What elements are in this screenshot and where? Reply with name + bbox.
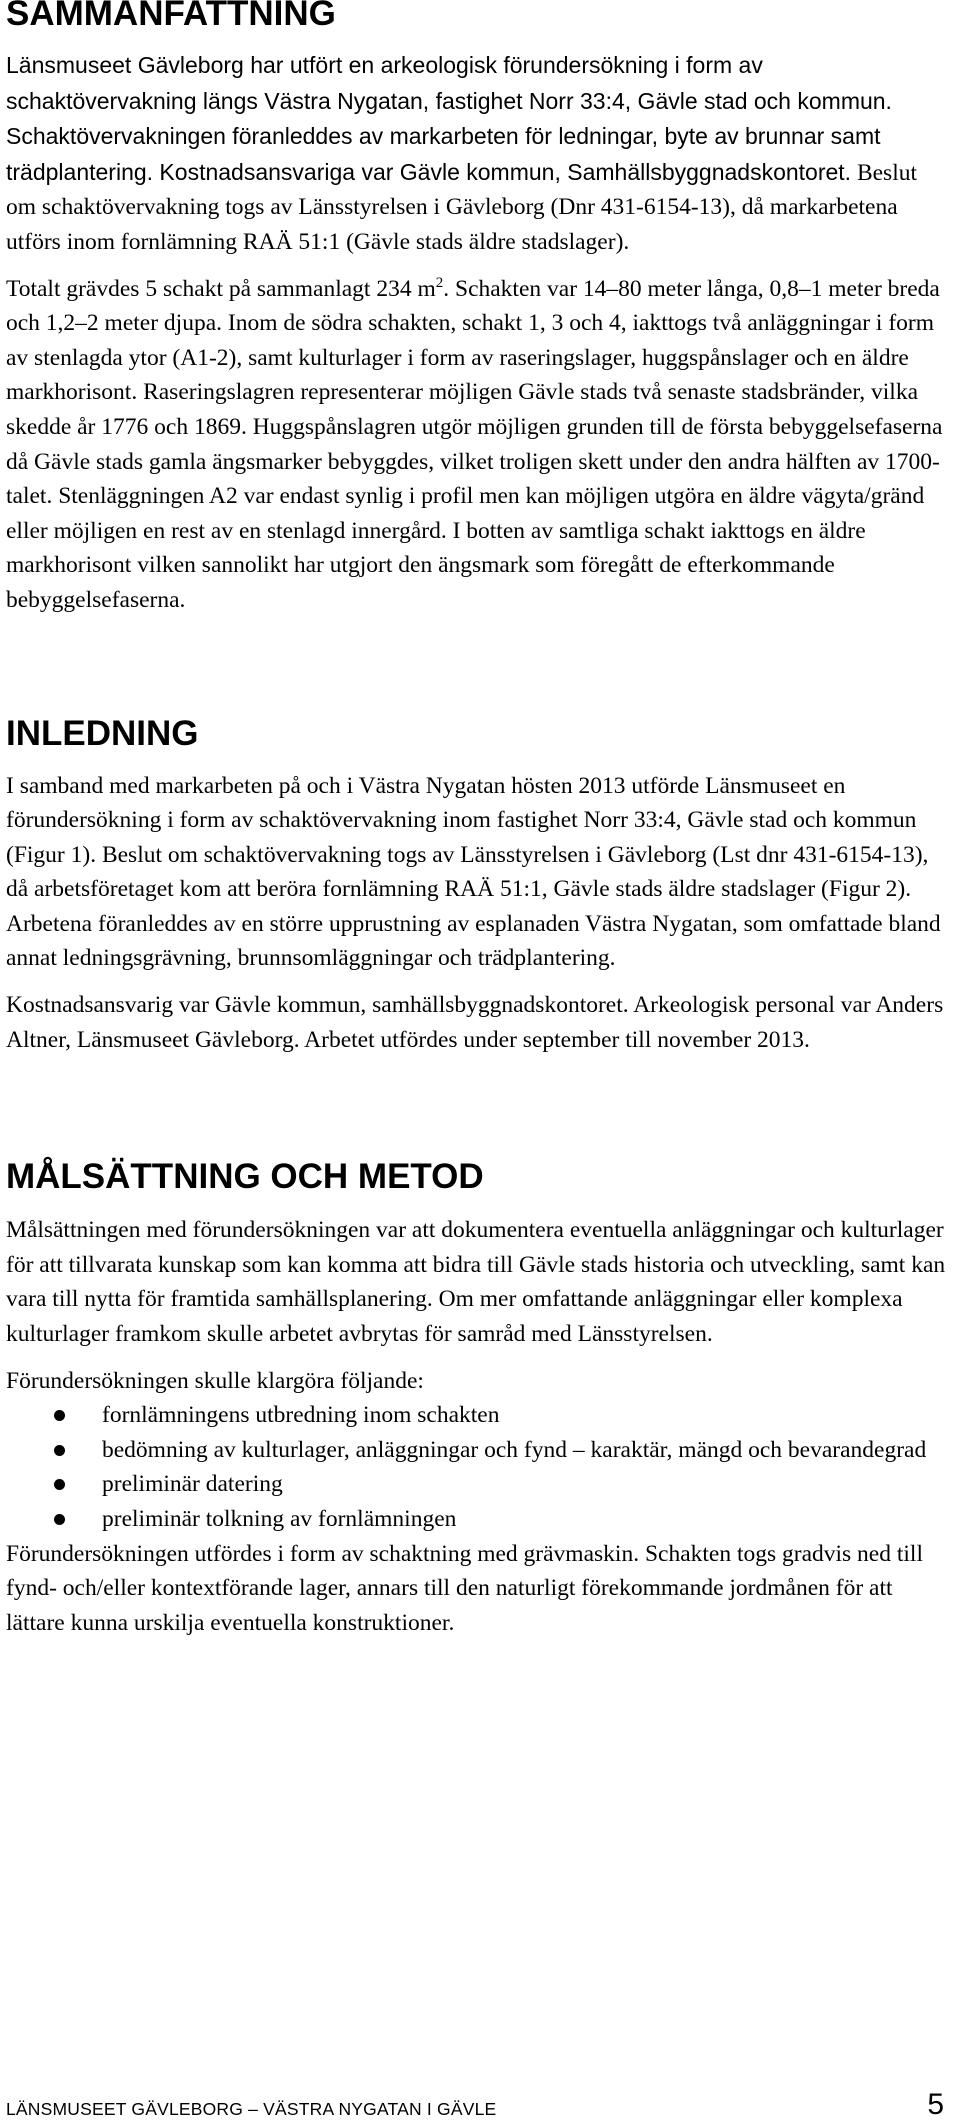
page-content (6, 0, 946, 1640)
bullet-icon (54, 1410, 65, 1421)
method-paragraph-1: Målsättningen med förundersökningen var att dokumentera eventuella anläggningar och kulturlager för att tillvarata kunskap som kan komma att bidra till Gävle stads historia och utveckling, samt kan vara till nytta för framtida samhällsplanering. Om mer omfattande anläggningar eller komplexa kulturlager framkom skulle arbetet avbrytas för samråd med Länsstyrelsen. (6, 1217, 946, 1348)
method-bullet-list (6, 1398, 946, 1536)
list-item (6, 1502, 946, 1537)
bullet-icon (54, 1445, 65, 1456)
intro-paragraph-1: I samband med markarbeten på och i Västra Nygatan hösten 2013 utförde Länsmuseet en förundersökning i form av schaktövervakning inom fastighet Norr 33:4, Gävle stad och kommun (Figur 1). Beslut om schaktövervakning togs av Länsstyrelsen i Gävleborg (Lst dnr 431-6154-13), då arbetsföretaget kom att beröra fornlämning RAÄ 51:1, Gävle stads äldre stadslager (Figur 2). Arbetena föranleddes av en större upprustning av esplanaden Västra Nygatan, som omfattade bland annat ledningsgrävning, brunnsomläggningar och trädplantering. (6, 772, 941, 972)
page-number: 5 (927, 2088, 944, 2121)
square-meter-superscript: 2 (435, 274, 444, 291)
summary-paragraph-2-part-a: Totalt grävdes 5 schakt på sammanlagt 234 m (6, 275, 436, 302)
list-item-text: fornlämningens utbredning inom schakten (102, 1402, 500, 1429)
summary-paragraph-1-sans-part: Länsmuseet Gävleborg har utfört en arkeologisk förundersökning i form av schaktövervakning längs Västra Nygatan, fastighet Norr 33:4, Gävle stad och kommun. Schaktövervakningen föranleddes av markarbeten för ledningar, byte av brunnar samt trädplantering. Kostnadsansvariga var Gävle kommun, Samhällsbyggnadskontoret. (6, 52, 892, 185)
summary-paragraph-2-part-b: . Schakten var 14–80 meter långa, 0,8–1 meter breda och 1,2–2 meter djupa. Inom de södra schakten, schakt 1, 3 och 4, iakttogs två anläggningar i form av stenlagda ytor (A1-2), samt kulturlager i form av raseringslager, huggspånslager och en äldre markhorisont. Raseringslagren representerar möjligen Gävle stads två senaste stadsbränder, vilka skedde år 1776 och 1869. Huggspånslagren utgör möjligen grunden till de första bebyggelsefaserna då Gävle stads gamla ängsmarker bebyggdes, vilket troligen skett under den andra hälften av 1700-talet. Stenläggningen A2 var endast synlig i profil men kan möjligen utgöra en äldre vägyta/gränd eller möjligen en rest av en stenlagd innergård. I botten av samtliga schakt iakttogs en äldre markhorisont vilken sannolikt har utgjort den ängsmark som föregått de efterkommande bebyggelsefaserna. (6, 275, 943, 613)
bullet-icon (54, 1479, 65, 1490)
list-item-text: preliminär datering (102, 1471, 283, 1498)
heading-malsattning-och-metod: MÅLSÄTTNING OCH METOD (6, 1157, 484, 1197)
bullet-icon (54, 1514, 65, 1525)
list-item-text: bedömning av kulturlager, anläggningar och fynd – karaktär, mängd och bevarandegrad (102, 1436, 927, 1463)
list-item (6, 1398, 946, 1433)
list-item (6, 1433, 946, 1468)
heading-sammanfattning: SAMMANFATTNING (6, 0, 336, 33)
footer-label: LÄNSMUSEET GÄVLEBORG – VÄSTRA NYGATAN I GÄVLE (6, 2099, 497, 2119)
list-item-text: preliminär tolkning av fornlämningen (102, 1506, 457, 1532)
intro-paragraph-2: Kostnadsansvarig var Gävle kommun, samhällsbyggnadskontoret. Arkeologisk personal var Anders Altner, Länsmuseet Gävleborg. Arbetet utfördes under september till november 2013. (6, 992, 944, 1053)
page-footer (6, 2082, 944, 2122)
summary-paragraph-2 (6, 272, 946, 618)
heading-inledning: INLEDNING (6, 713, 199, 753)
summary-paragraph-1 (6, 48, 946, 260)
method-list-intro: Förundersökningen skulle klargöra följande: (6, 1367, 424, 1394)
summary-paragraph-1-serif-part: Beslut om schaktövervakning togs av Länsstyrelsen i Gävleborg (Dnr 431-6154-13), då markarbetena utförs inom fornlämning RAÄ 51:1 (Gävle stads äldre stadslager). (6, 159, 918, 255)
method-paragraph-3: Förundersökningen utfördes i form av schaktning med grävmaskin. Schakten togs gradvis ned till fynd- och/eller kontextförande lager, annars till den naturligt förekommande jordmånen för att lättare kunna urskilja eventuella konstruktioner. (6, 1540, 923, 1636)
list-item (6, 1467, 946, 1502)
